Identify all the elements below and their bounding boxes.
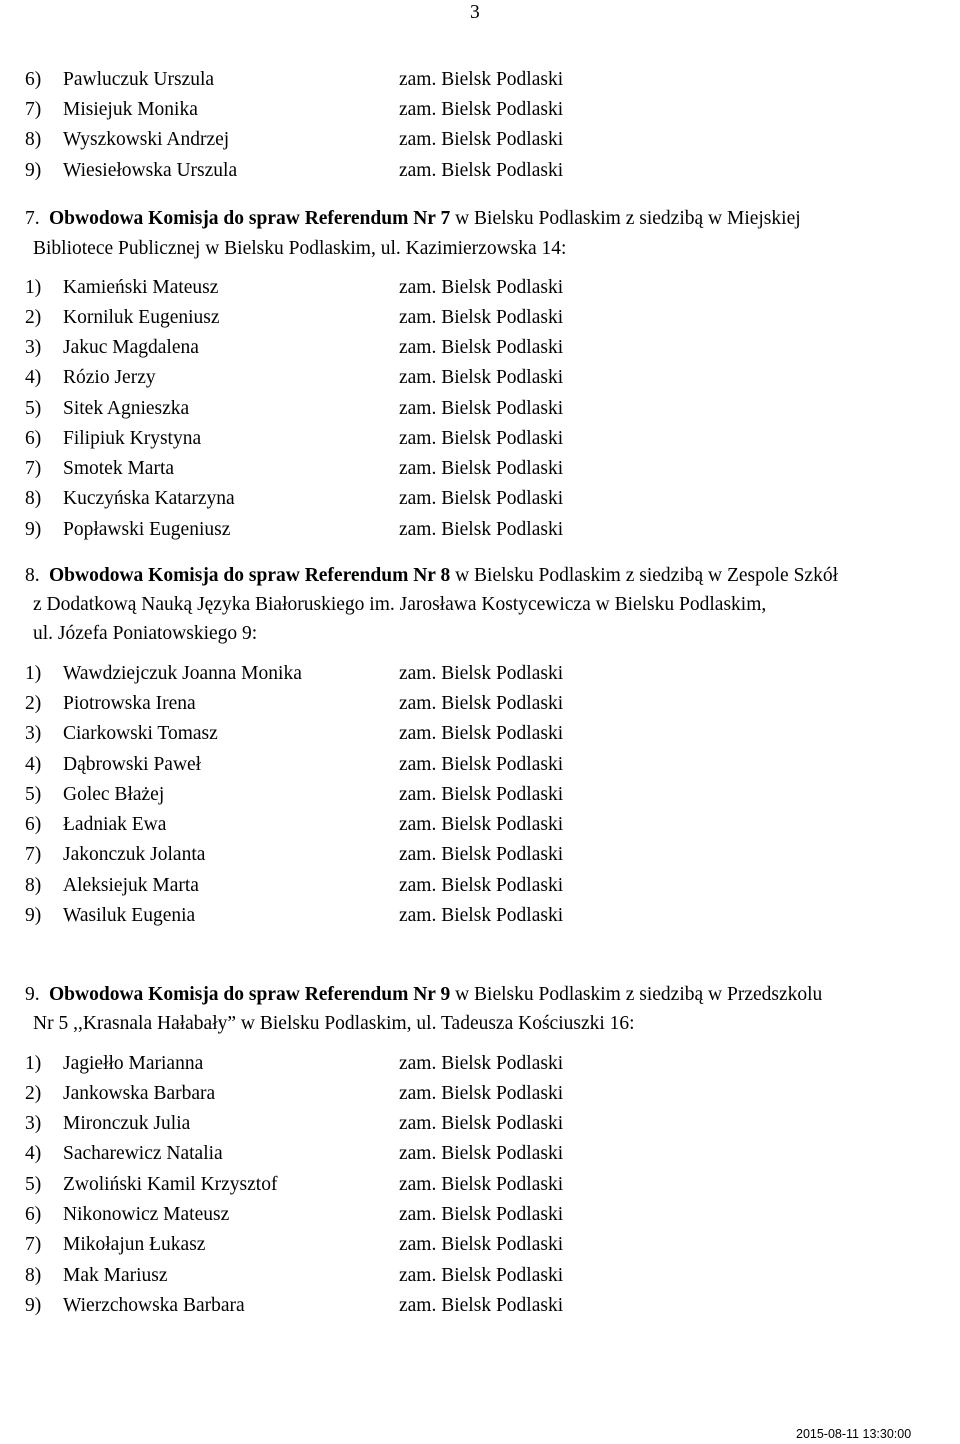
list-index: 5) [25, 1174, 42, 1195]
list-index: 5) [25, 784, 42, 805]
list-index: 4) [25, 367, 42, 388]
list-index: 9) [25, 1295, 42, 1316]
section-title [49, 209, 801, 229]
member-name: Ładniak Ewa [63, 814, 167, 835]
list-index: 7) [25, 844, 42, 865]
member-name: Ciarkowski Tomasz [63, 723, 218, 744]
member-residence: zam. Bielsk Podlaski [399, 519, 564, 540]
member-name: Misiejuk Monika [63, 99, 198, 120]
section-number: 8. [25, 565, 40, 586]
section-title-bold: Obwodowa Komisja do spraw Referendum Nr 8 [49, 565, 451, 586]
member-name: Golec Błażej [63, 784, 165, 805]
list-index: 1) [25, 277, 42, 298]
member-name: Pawluczuk Urszula [63, 69, 215, 90]
member-name: Jakuc Magdalena [63, 337, 199, 358]
member-name: Sitek Agnieszka [63, 398, 190, 419]
section-title-bold: Obwodowa Komisja do spraw Referendum Nr 9 [49, 984, 451, 1005]
list-index: 8) [25, 875, 42, 896]
member-residence: zam. Bielsk Podlaski [399, 458, 564, 479]
member-residence: zam. Bielsk Podlaski [399, 693, 564, 714]
member-residence: zam. Bielsk Podlaski [399, 1234, 564, 1255]
member-residence: zam. Bielsk Podlaski [399, 488, 564, 509]
member-residence: zam. Bielsk Podlaski [399, 307, 564, 328]
member-name: Wierzchowska Barbara [63, 1295, 245, 1316]
list-index: 5) [25, 398, 42, 419]
section-title-line: z Dodatkową Nauką Języka Białoruskiego im. Jarosława Kostycewicza w Bielsku Podlaskim, [33, 594, 767, 615]
list-index: 3) [25, 1113, 42, 1134]
section-title-rest: w Bielsku Podlaskim z siedzibą w Miejskiej [450, 208, 801, 229]
member-residence: zam. Bielsk Podlaski [399, 905, 564, 926]
member-residence: zam. Bielsk Podlaski [399, 1295, 564, 1316]
section-title [49, 566, 838, 586]
list-index: 1) [25, 663, 42, 684]
member-residence: zam. Bielsk Podlaski [399, 1174, 564, 1195]
section-title-bold: Obwodowa Komisja do spraw Referendum Nr 7 [49, 208, 451, 229]
member-name: Kamieński Mateusz [63, 277, 219, 298]
member-name: Wasiluk Eugenia [63, 905, 196, 926]
list-index: 8) [25, 488, 42, 509]
member-name: Smotek Marta [63, 458, 175, 479]
member-name: Jagiełło Marianna [63, 1053, 204, 1074]
member-residence: zam. Bielsk Podlaski [399, 1113, 564, 1134]
member-residence: zam. Bielsk Podlaski [399, 663, 564, 684]
member-name: Wiesiełowska Urszula [63, 160, 238, 181]
member-residence: zam. Bielsk Podlaski [399, 367, 564, 388]
member-name: Mak Mariusz [63, 1265, 168, 1286]
member-name: Korniluk Eugeniusz [63, 307, 220, 328]
section-title [49, 985, 822, 1005]
member-name: Kuczyńska Katarzyna [63, 488, 235, 509]
list-index: 3) [25, 723, 42, 744]
member-name: Mikołajun Łukasz [63, 1234, 206, 1255]
list-index: 8) [25, 129, 42, 150]
list-index: 7) [25, 99, 42, 120]
member-residence: zam. Bielsk Podlaski [399, 160, 564, 181]
member-name: Sacharewicz Natalia [63, 1143, 223, 1164]
list-index: 3) [25, 337, 42, 358]
list-index: 6) [25, 69, 42, 90]
list-index: 9) [25, 160, 42, 181]
member-name: Rózio Jerzy [63, 367, 156, 388]
member-residence: zam. Bielsk Podlaski [399, 754, 564, 775]
member-residence: zam. Bielsk Podlaski [399, 69, 564, 90]
member-name: Dąbrowski Paweł [63, 754, 202, 775]
member-name: Popławski Eugeniusz [63, 519, 231, 540]
member-residence: zam. Bielsk Podlaski [399, 844, 564, 865]
member-name: Aleksiejuk Marta [63, 875, 199, 896]
list-index: 6) [25, 1204, 42, 1225]
member-residence: zam. Bielsk Podlaski [399, 99, 564, 120]
list-index: 9) [25, 519, 42, 540]
section-title-rest: w Bielsku Podlaskim z siedzibą w Przedszkolu [450, 984, 823, 1005]
member-residence: zam. Bielsk Podlaski [399, 398, 564, 419]
list-index: 6) [25, 814, 42, 835]
list-index: 7) [25, 458, 42, 479]
member-name: Mironczuk Julia [63, 1113, 191, 1134]
list-index: 4) [25, 1143, 42, 1164]
section-title-line: ul. Józefa Poniatowskiego 9: [33, 623, 258, 644]
member-name: Wyszkowski Andrzej [63, 129, 230, 150]
list-index: 2) [25, 307, 42, 328]
list-index: 4) [25, 754, 42, 775]
member-residence: zam. Bielsk Podlaski [399, 1053, 564, 1074]
member-name: Jakonczuk Jolanta [63, 844, 206, 865]
member-residence: zam. Bielsk Podlaski [399, 1265, 564, 1286]
timestamp: 2015-08-11 13:30:00 [796, 1427, 912, 1441]
page-number: 3 [470, 2, 480, 23]
section-title-line: Bibliotece Publicznej w Bielsku Podlaskim, ul. Kazimierzowska 14: [33, 238, 567, 259]
member-name: Filipiuk Krystyna [63, 428, 202, 449]
member-residence: zam. Bielsk Podlaski [399, 875, 564, 896]
member-name: Wawdziejczuk Joanna Monika [63, 663, 302, 684]
section-title-line: Nr 5 ,,Krasnala Hałabały” w Bielsku Podlaskim, ul. Tadeusza Kościuszki 16: [33, 1013, 635, 1034]
member-residence: zam. Bielsk Podlaski [399, 1083, 564, 1104]
section-title-rest: w Bielsku Podlaskim z siedzibą w Zespole Szkół [450, 565, 839, 586]
member-name: Nikonowicz Mateusz [63, 1204, 230, 1225]
list-index: 2) [25, 693, 42, 714]
member-name: Jankowska Barbara [63, 1083, 216, 1104]
list-index: 9) [25, 905, 42, 926]
section-number: 9. [25, 984, 40, 1005]
member-residence: zam. Bielsk Podlaski [399, 723, 564, 744]
list-index: 1) [25, 1053, 42, 1074]
section-number: 7. [25, 208, 40, 229]
member-residence: zam. Bielsk Podlaski [399, 784, 564, 805]
list-index: 7) [25, 1234, 42, 1255]
member-residence: zam. Bielsk Podlaski [399, 428, 564, 449]
member-residence: zam. Bielsk Podlaski [399, 277, 564, 298]
member-name: Piotrowska Irena [63, 693, 196, 714]
member-residence: zam. Bielsk Podlaski [399, 1204, 564, 1225]
member-name: Zwoliński Kamil Krzysztof [63, 1174, 278, 1195]
list-index: 8) [25, 1265, 42, 1286]
member-residence: zam. Bielsk Podlaski [399, 129, 564, 150]
member-residence: zam. Bielsk Podlaski [399, 337, 564, 358]
list-index: 2) [25, 1083, 42, 1104]
member-residence: zam. Bielsk Podlaski [399, 1143, 564, 1164]
list-index: 6) [25, 428, 42, 449]
member-residence: zam. Bielsk Podlaski [399, 814, 564, 835]
